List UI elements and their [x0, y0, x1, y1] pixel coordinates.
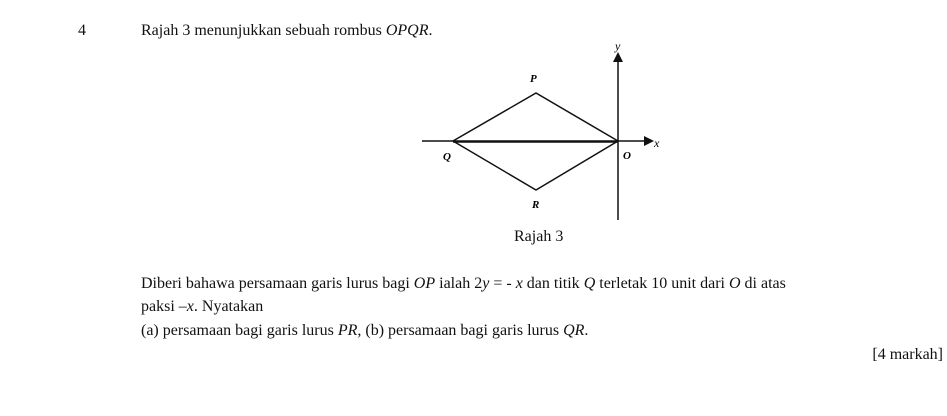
- text-1-y: y: [482, 275, 490, 292]
- text-3b: , (b) persamaan bagi garis lurus: [357, 322, 564, 339]
- text-3a: (a) persamaan bagi garis lurus: [141, 322, 338, 339]
- text-1e: terletak 10 unit dari: [595, 275, 729, 292]
- text-1-op: OP: [413, 275, 436, 292]
- text-2-x: x: [186, 298, 194, 315]
- text-3c: .: [584, 322, 589, 339]
- text-1c: = -: [489, 275, 516, 292]
- text-1-x: x: [515, 275, 523, 292]
- label-o: O: [623, 150, 631, 162]
- text-2b: . Nyatakan: [193, 298, 264, 315]
- y-axis-arrow: [613, 52, 623, 62]
- text-1d: dan titik: [522, 275, 584, 292]
- text-1-o: O: [728, 275, 741, 292]
- question-text-line-2: [141, 298, 263, 316]
- text-3-qr: QR: [563, 322, 585, 339]
- question-parts: [141, 322, 588, 340]
- label-r: R: [532, 199, 540, 211]
- question-text-line-1: [141, 275, 786, 293]
- text-1f: di atas: [740, 275, 786, 292]
- intro-period: .: [428, 22, 433, 39]
- figure-caption: Rajah 3: [514, 228, 564, 245]
- x-axis-arrow: [644, 136, 654, 146]
- label-x: x: [654, 136, 660, 150]
- label-y: y: [615, 39, 621, 53]
- intro-text: Rajah 3 menunjukkan sebuah rombus: [141, 22, 386, 39]
- marks-label: [4 markah]: [872, 346, 943, 363]
- text-1b: ialah 2: [435, 275, 483, 292]
- label-p: P: [530, 73, 537, 85]
- text-2a: paksi –: [141, 298, 187, 315]
- question-number: 4: [78, 22, 86, 39]
- text-1-q: Q: [583, 275, 596, 292]
- text-3-pr: PR: [337, 322, 358, 339]
- intro-shape-name: OPQR: [385, 22, 429, 39]
- label-q: Q: [443, 151, 451, 163]
- text-1a: Diberi bahawa persamaan garis lurus bagi: [141, 275, 414, 292]
